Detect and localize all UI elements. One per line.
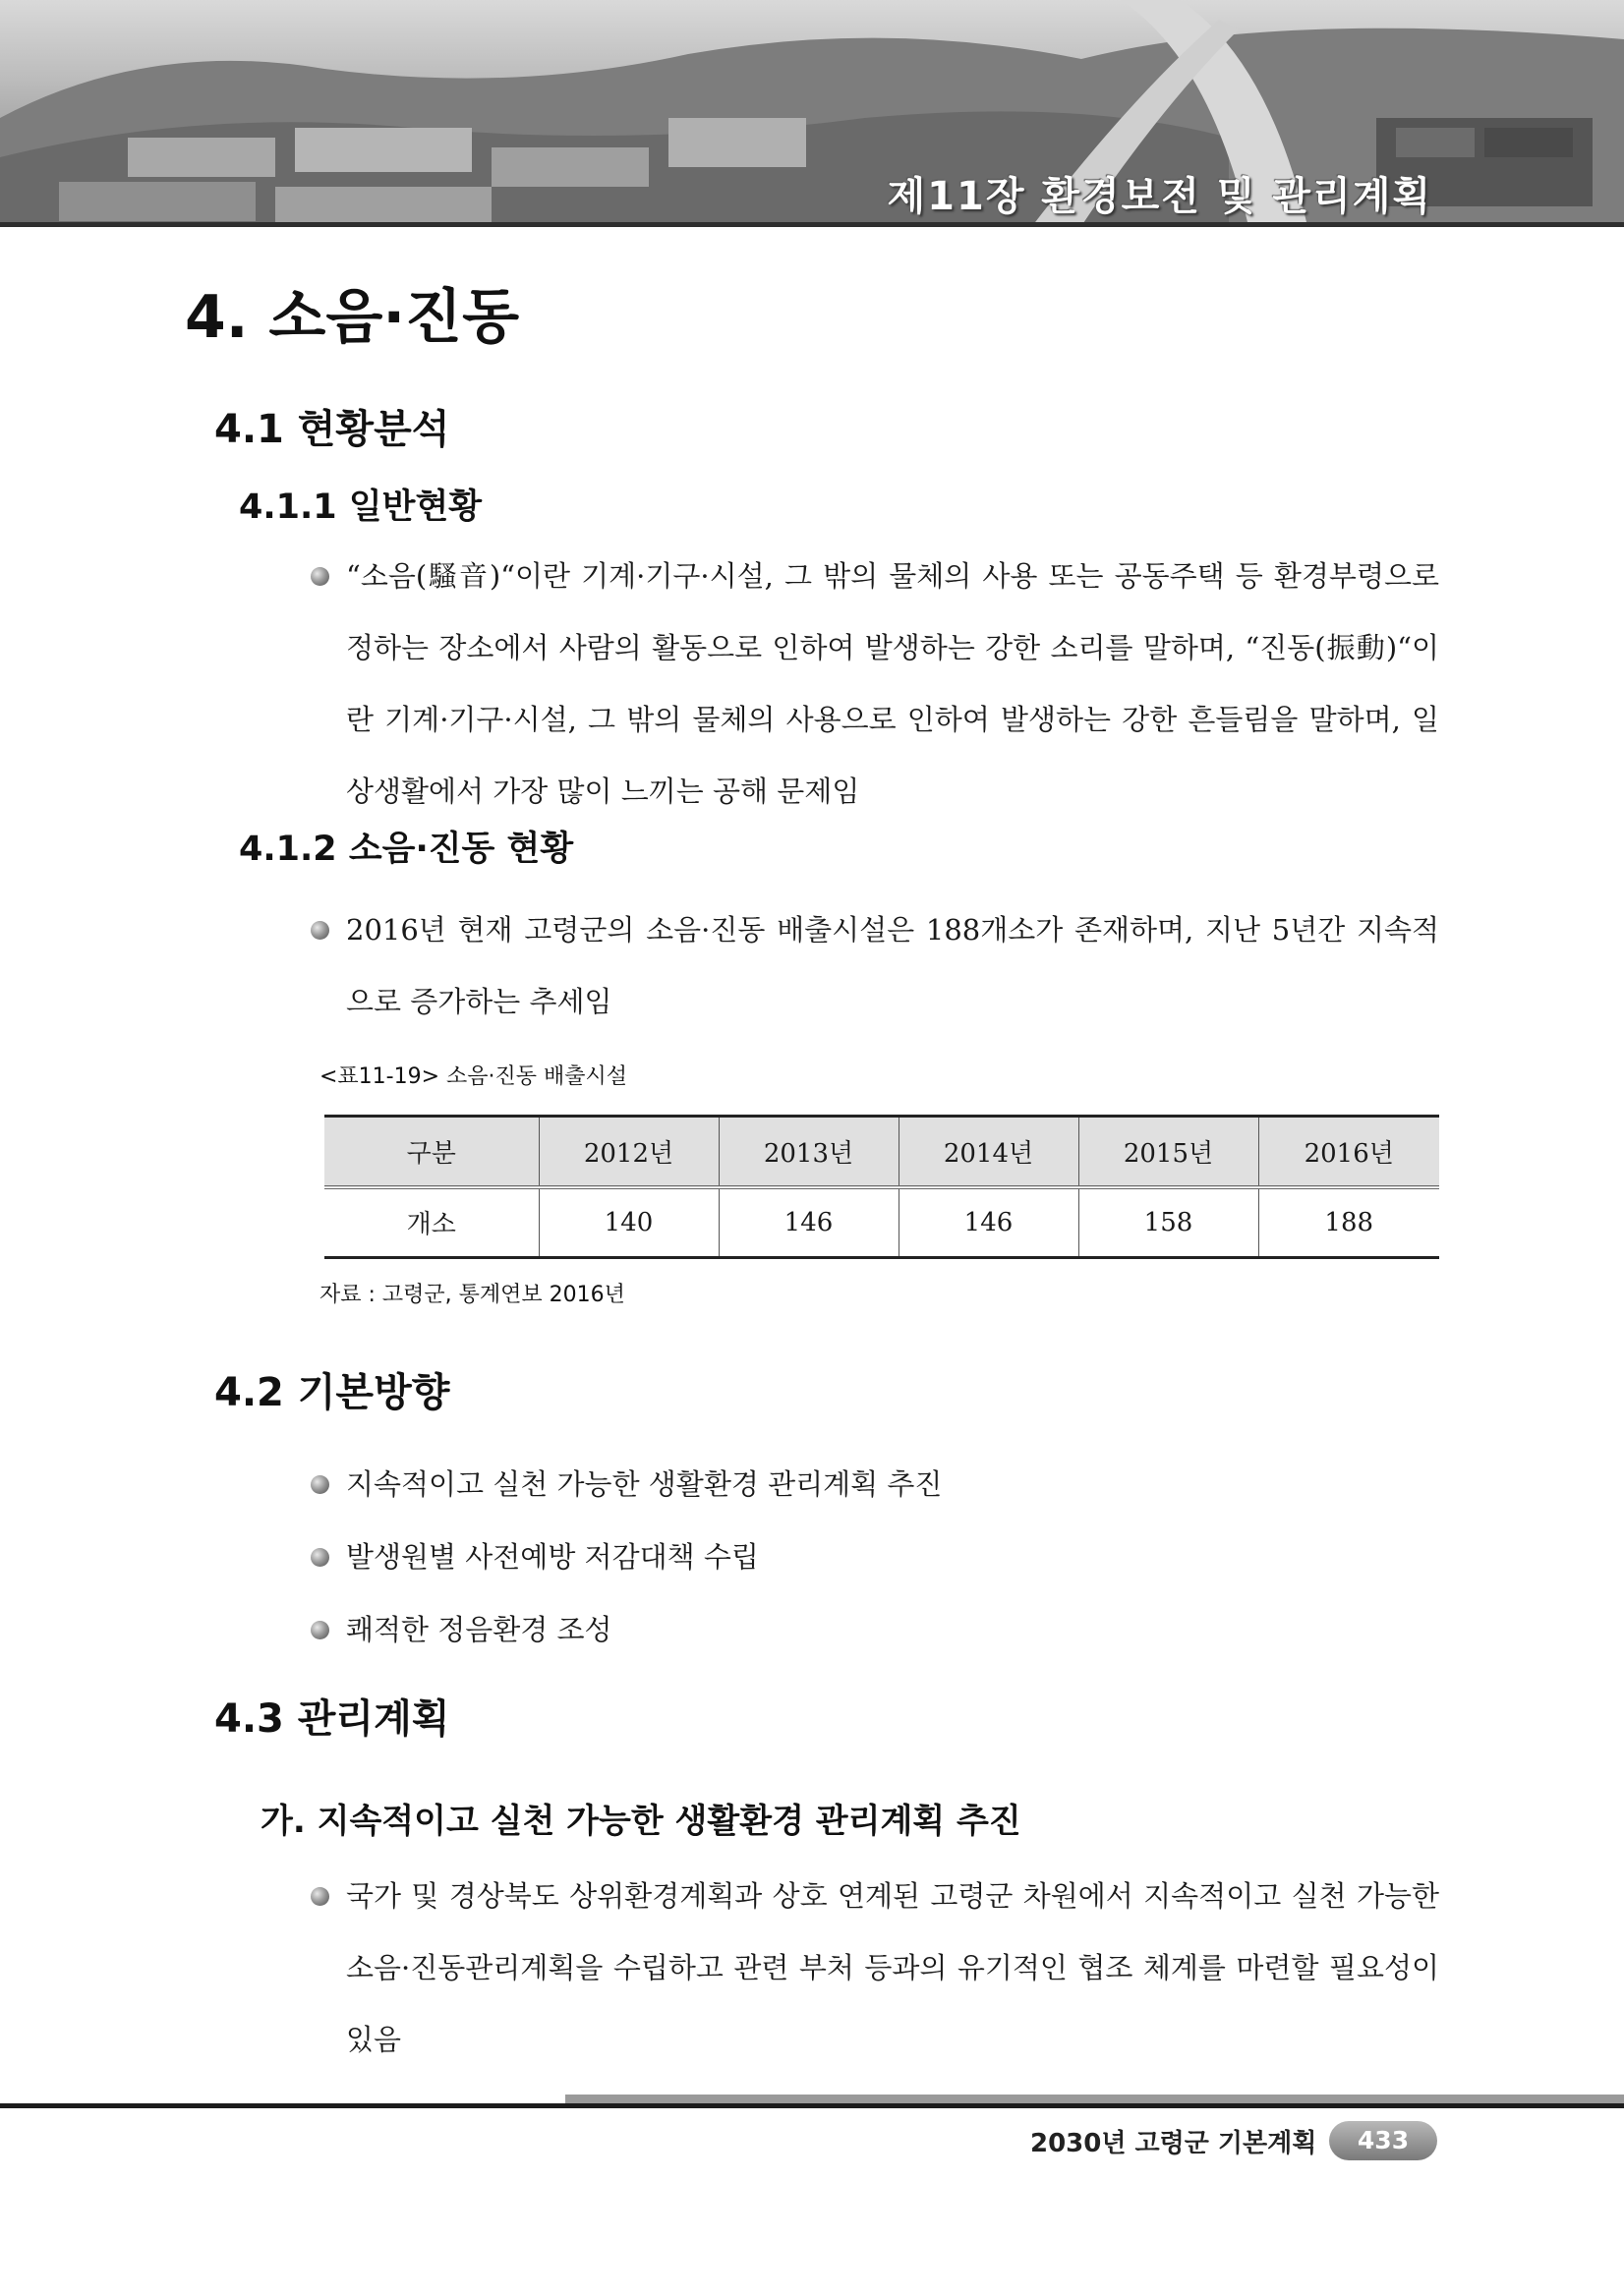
table-row bbox=[324, 1187, 1439, 1258]
table-cell: 158 bbox=[1078, 1187, 1258, 1258]
footer-label: 2030년 고령군 기본계획 bbox=[1030, 2129, 1317, 2158]
bullet-text: “소음(騷音)“이란 기계·기구·시설, 그 밖의 물체의 사용 또는 공동주택 등 환경부령으로 정하는 장소에서 사람의 활동으로 인하여 발생하는 강한 소리를 말하며, “진동(振動)“이란 기계·기구·시설, 그 밖의 물체의 사용으로 인하여 발생하는 강한 흔들림을 말하며, 일상생활에서 가장 많이 느끼는 공해 문제임 bbox=[346, 559, 1439, 808]
footer-divider bbox=[0, 2103, 1624, 2108]
bullet-icon bbox=[311, 1887, 329, 1906]
bullet-icon bbox=[311, 1548, 329, 1567]
bullet-text: 2016년 현재 고령군의 소음·진동 배출시설은 188개소가 존재하며, 지난 5년간 지속적으로 증가하는 추세임 bbox=[346, 913, 1439, 1018]
bullet-icon bbox=[311, 921, 329, 940]
section-title: 4. 소음·진동 bbox=[185, 283, 520, 352]
table-cell: 146 bbox=[719, 1187, 899, 1258]
bullet-text: 발생원별 사전예방 저감대책 수립 bbox=[346, 1540, 759, 1574]
bullet-text: 지속적이고 실천 가능한 생활환경 관리계획 추진 bbox=[346, 1467, 943, 1501]
chapter-title: 제11장 환경보전 및 관리계획 bbox=[887, 174, 1432, 219]
bullet-direction-3 bbox=[346, 1594, 1439, 1666]
subsection-title-4-2: 4.2 기본방향 bbox=[214, 1370, 450, 1415]
bullet-icon bbox=[311, 1475, 329, 1494]
subsection-title-4-1-1: 4.1.1 일반현황 bbox=[239, 488, 483, 527]
table-header-row bbox=[324, 1117, 1439, 1187]
table-caption: <표11-19> 소음·진동 배출시설 bbox=[319, 1064, 628, 1089]
table-header-cell: 2014년 bbox=[899, 1117, 1078, 1187]
table-cell: 188 bbox=[1258, 1187, 1439, 1258]
bullet-noise-status bbox=[346, 894, 1439, 1038]
bullet-general-status bbox=[346, 541, 1439, 828]
header-divider bbox=[0, 222, 1624, 227]
table-cell: 140 bbox=[539, 1187, 719, 1258]
subsection-title-4-1-2: 4.1.2 소음·진동 현황 bbox=[239, 830, 574, 869]
subsection-title-a: 가. 지속적이고 실천 가능한 생활환경 관리계획 추진 bbox=[261, 1802, 1021, 1841]
table-cell: 개소 bbox=[406, 1210, 456, 1240]
footer-accent-bar bbox=[565, 2095, 1624, 2103]
emission-facilities-table bbox=[324, 1115, 1439, 1259]
bullet-icon bbox=[311, 1621, 329, 1639]
bullet-text: 쾌적한 정음환경 조성 bbox=[346, 1613, 612, 1646]
bullet-icon bbox=[311, 567, 329, 586]
table-header-cell: 2013년 bbox=[719, 1117, 899, 1187]
table-header-cell: 2016년 bbox=[1258, 1117, 1439, 1187]
bullet-direction-1 bbox=[346, 1449, 1439, 1521]
subsection-title-4-3: 4.3 관리계획 bbox=[214, 1696, 450, 1742]
bullet-management-plan bbox=[346, 1861, 1439, 2076]
subsection-title-4-1: 4.1 현황분석 bbox=[214, 407, 450, 452]
header-banner bbox=[0, 0, 1624, 226]
bullet-text: 국가 및 경상북도 상위환경계획과 상호 연계된 고령군 차원에서 지속적이고 실천 가능한 소음·진동관리계획을 수립하고 관련 부처 등과의 유기적인 협조 체계를 마련할 필요성이 있음 bbox=[346, 1879, 1439, 2056]
table-header-cell: 구분 bbox=[324, 1117, 539, 1187]
page-number: 433 bbox=[1329, 2121, 1437, 2160]
table-header-cell: 2015년 bbox=[1078, 1117, 1258, 1187]
table-header-cell: 2012년 bbox=[539, 1117, 719, 1187]
bullet-direction-2 bbox=[346, 1521, 1439, 1593]
table-cell: 146 bbox=[899, 1187, 1078, 1258]
table-source: 자료 : 고령군, 통계연보 2016년 bbox=[319, 1283, 625, 1307]
